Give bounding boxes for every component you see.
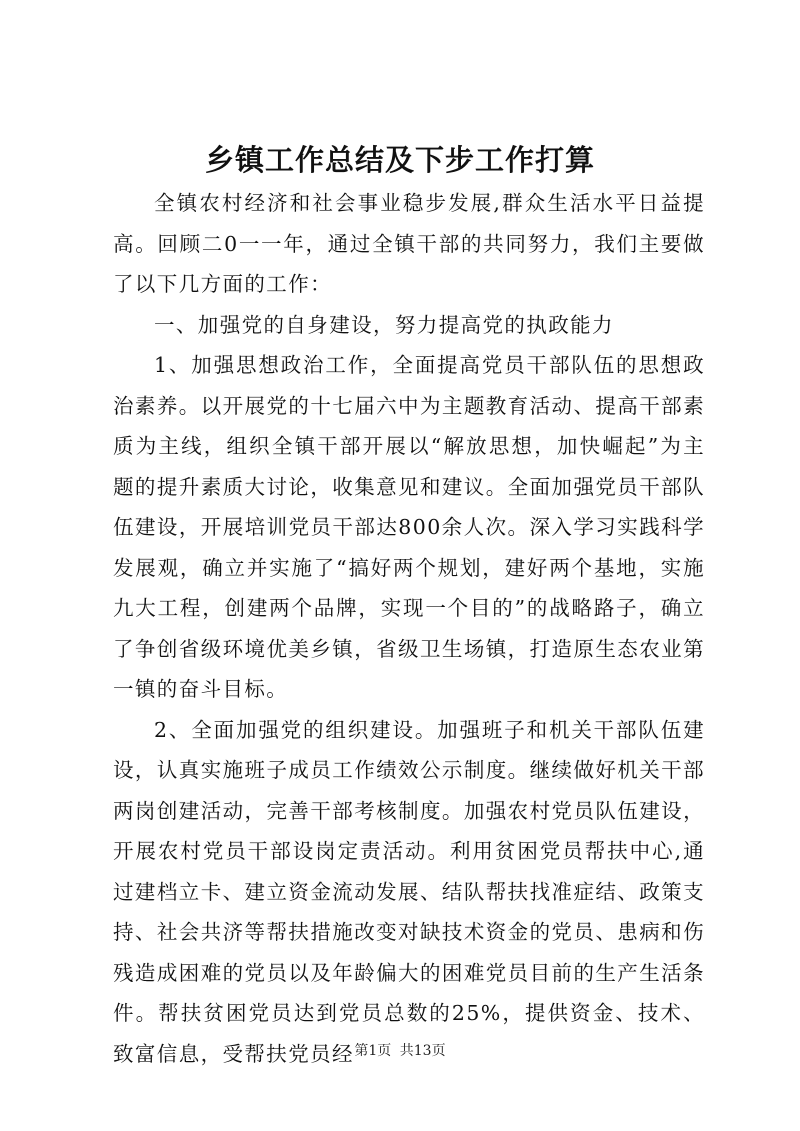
page-footer xyxy=(0,1042,800,1060)
paragraph-item-1: 1、加强思想政治工作，全面提高党员干部队伍的思想政治素养。以开展党的十七届六中为主题教育活动、提高干部素质为主线，组织全镇干部开展以“解放思想，加快崛起”为主题的提升素质大讨论，收集意见和建议。全面加强党员干部队伍建设，开展培训党员干部达800余人次。深入学习实践科学发展观，确立并实施了“搞好两个规划，建好两个基地，实施九大工程，创建两个品牌，实现一个目的”的战略路子，确立了争创省级环境优美乡镇，省级卫生场镇，打造原生态农业第一镇的奋斗目标。 xyxy=(113,353,705,701)
page-number: 第1页 xyxy=(354,1043,392,1059)
document-body xyxy=(113,183,705,1074)
page-total: 共13页 xyxy=(399,1043,446,1059)
section-heading-1: 一、加强党的自身建设，努力提高党的执政能力 xyxy=(154,312,614,337)
paragraph-item-2: 2、全面加强党的组织建设。加强班子和机关干部队伍建设，认真实施班子成员工作绩效公示制度。继续做好机关干部两岗创建活动，完善干部考核制度。加强农村党员队伍建设，开展农村党员干部设岗定责活动。利用贫困党员帮扶中心,通过建档立卡、建立资金流动发展、结队帮扶找准症结、政策支持、社会共济等帮扶措施改变对缺技术资金的党员、患病和伤残造成困难的党员以及年龄偏大的困难党员目前的生产生活条件。帮扶贫困党员达到党员总数的25%，提供资金、技术、致富信息，受帮扶党员经 xyxy=(113,717,705,1066)
paragraph-intro: 全镇农村经济和社会事业稳步发展,群众生活水平日益提高。回顾二0一一年，通过全镇干部的共同努力，我们主要做了以下几方面的工作： xyxy=(113,191,705,296)
document-title: 乡镇工作总结及下步工作打算 xyxy=(204,143,595,177)
